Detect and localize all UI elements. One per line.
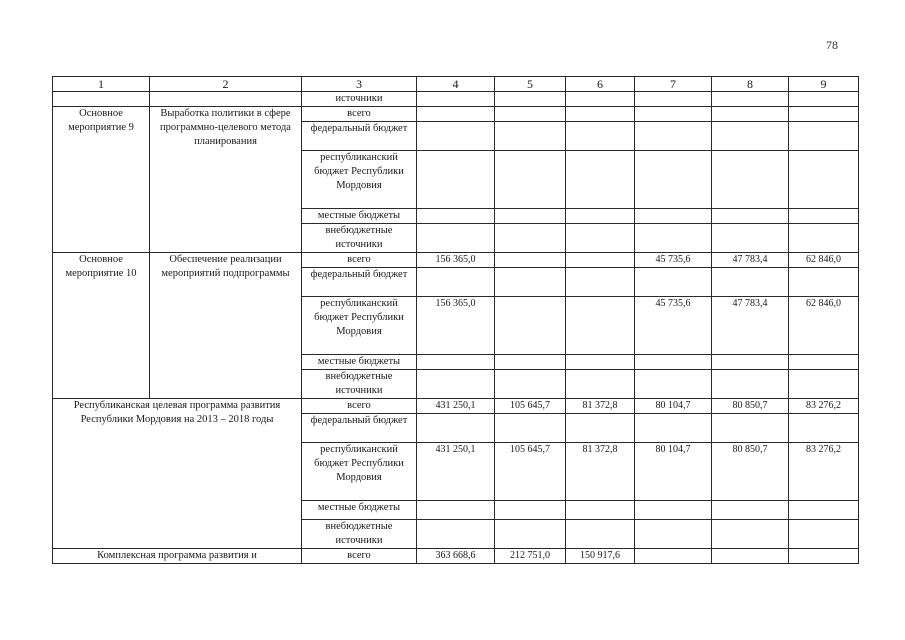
column-header: 2 [150,77,302,92]
value-cell [417,151,495,209]
source-cell: федеральный бюджет [302,122,417,151]
value-cell [789,355,859,370]
value-cell: 431 250,1 [417,443,495,501]
value-cell [712,92,789,107]
value-cell [789,107,859,122]
source-cell: республиканский бюджет Республики Мордовия [302,151,417,209]
source-cell: всего [302,253,417,268]
value-cell: 431 250,1 [417,399,495,414]
value-cell [635,370,712,399]
value-cell [712,355,789,370]
name-cell [150,92,302,107]
value-cell [635,224,712,253]
value-cell: 83 276,2 [789,399,859,414]
value-cell: 83 276,2 [789,443,859,501]
value-cell: 212 751,0 [495,549,566,564]
value-cell [635,122,712,151]
value-cell [635,520,712,549]
source-cell: местные бюджеты [302,501,417,520]
value-cell [417,122,495,151]
value-cell [712,122,789,151]
source-cell: внебюджетные источники [302,370,417,399]
value-cell [495,297,566,355]
value-cell [635,92,712,107]
value-cell [495,268,566,297]
value-cell [495,414,566,443]
source-cell: местные бюджеты [302,355,417,370]
value-cell [495,151,566,209]
column-header: 6 [566,77,635,92]
value-cell: 62 846,0 [789,253,859,268]
value-cell [712,107,789,122]
value-cell [566,370,635,399]
value-cell [417,268,495,297]
value-cell [712,370,789,399]
value-cell [566,297,635,355]
name-cell: Обеспечение реализации мероприятий подпрограммы [150,253,302,399]
value-cell [495,92,566,107]
value-cell [566,209,635,224]
value-cell [712,414,789,443]
value-cell [789,549,859,564]
value-cell [712,549,789,564]
source-cell: источники [302,92,417,107]
value-cell [789,122,859,151]
column-header: 8 [712,77,789,92]
page-number: 78 [826,38,838,52]
value-cell [789,209,859,224]
value-cell [635,414,712,443]
source-cell: всего [302,107,417,122]
value-cell: 105 645,7 [495,443,566,501]
source-cell: внебюджетные источники [302,224,417,253]
value-cell [566,414,635,443]
measure-cell: Основное мероприятие 9 [53,107,150,253]
measure-cell: Основное мероприятие 10 [53,253,150,399]
value-cell [417,224,495,253]
program-cell: Комплексная программа развития и [53,549,302,564]
value-cell [635,355,712,370]
column-header: 1 [53,77,150,92]
value-cell [712,224,789,253]
column-header: 7 [635,77,712,92]
value-cell [566,253,635,268]
column-header: 4 [417,77,495,92]
value-cell [789,501,859,520]
value-cell [635,549,712,564]
program-cell: Республиканская целевая программа развития Республики Мордовия на 2013 – 2018 годы [53,399,302,549]
value-cell: 81 372,8 [566,399,635,414]
value-cell: 156 365,0 [417,297,495,355]
value-cell [417,370,495,399]
budget-table-body [53,77,859,564]
value-cell [712,268,789,297]
value-cell [566,501,635,520]
table-row [53,399,859,414]
value-cell [495,107,566,122]
table-row [53,92,859,107]
value-cell [635,268,712,297]
column-header: 5 [495,77,566,92]
value-cell: 45 735,6 [635,297,712,355]
value-cell: 80 104,7 [635,443,712,501]
column-header: 3 [302,77,417,92]
value-cell: 156 365,0 [417,253,495,268]
value-cell [495,253,566,268]
value-cell [417,501,495,520]
column-header: 9 [789,77,859,92]
value-cell: 80 104,7 [635,399,712,414]
value-cell [495,501,566,520]
value-cell [566,122,635,151]
value-cell [635,151,712,209]
value-cell: 47 783,4 [712,253,789,268]
budget-table [52,76,859,564]
value-cell [566,224,635,253]
source-cell: всего [302,399,417,414]
source-cell: республиканский бюджет Республики Мордовия [302,297,417,355]
value-cell [789,414,859,443]
value-cell [495,520,566,549]
value-cell: 62 846,0 [789,297,859,355]
source-cell: федеральный бюджет [302,268,417,297]
value-cell: 80 850,7 [712,443,789,501]
value-cell [566,107,635,122]
value-cell [495,355,566,370]
value-cell [417,209,495,224]
value-cell [712,209,789,224]
value-cell [417,414,495,443]
value-cell [417,520,495,549]
header-row [53,77,859,92]
measure-cell [53,92,150,107]
value-cell [712,151,789,209]
value-cell [789,370,859,399]
source-cell: всего [302,549,417,564]
source-cell: внебюджетные источники [302,520,417,549]
value-cell [495,224,566,253]
value-cell: 45 735,6 [635,253,712,268]
value-cell [417,107,495,122]
table-row [53,253,859,268]
value-cell [789,92,859,107]
value-cell [712,501,789,520]
value-cell [417,92,495,107]
value-cell [789,151,859,209]
value-cell [789,520,859,549]
value-cell: 150 917,6 [566,549,635,564]
table-row [53,107,859,122]
source-cell: местные бюджеты [302,209,417,224]
value-cell: 47 783,4 [712,297,789,355]
value-cell: 81 372,8 [566,443,635,501]
value-cell: 80 850,7 [712,399,789,414]
source-cell: республиканский бюджет Республики Мордовия [302,443,417,501]
value-cell [566,355,635,370]
value-cell [566,151,635,209]
value-cell [635,209,712,224]
value-cell [566,92,635,107]
value-cell [495,209,566,224]
value-cell [566,520,635,549]
value-cell: 363 668,6 [417,549,495,564]
source-cell: федеральный бюджет [302,414,417,443]
name-cell: Выработка политики в сфере программно-целевого метода планирования [150,107,302,253]
table-row [53,549,859,564]
value-cell [566,268,635,297]
value-cell [712,520,789,549]
value-cell [417,355,495,370]
value-cell [495,370,566,399]
value-cell [789,224,859,253]
value-cell [789,268,859,297]
value-cell: 105 645,7 [495,399,566,414]
value-cell [635,107,712,122]
value-cell [495,122,566,151]
value-cell [635,501,712,520]
